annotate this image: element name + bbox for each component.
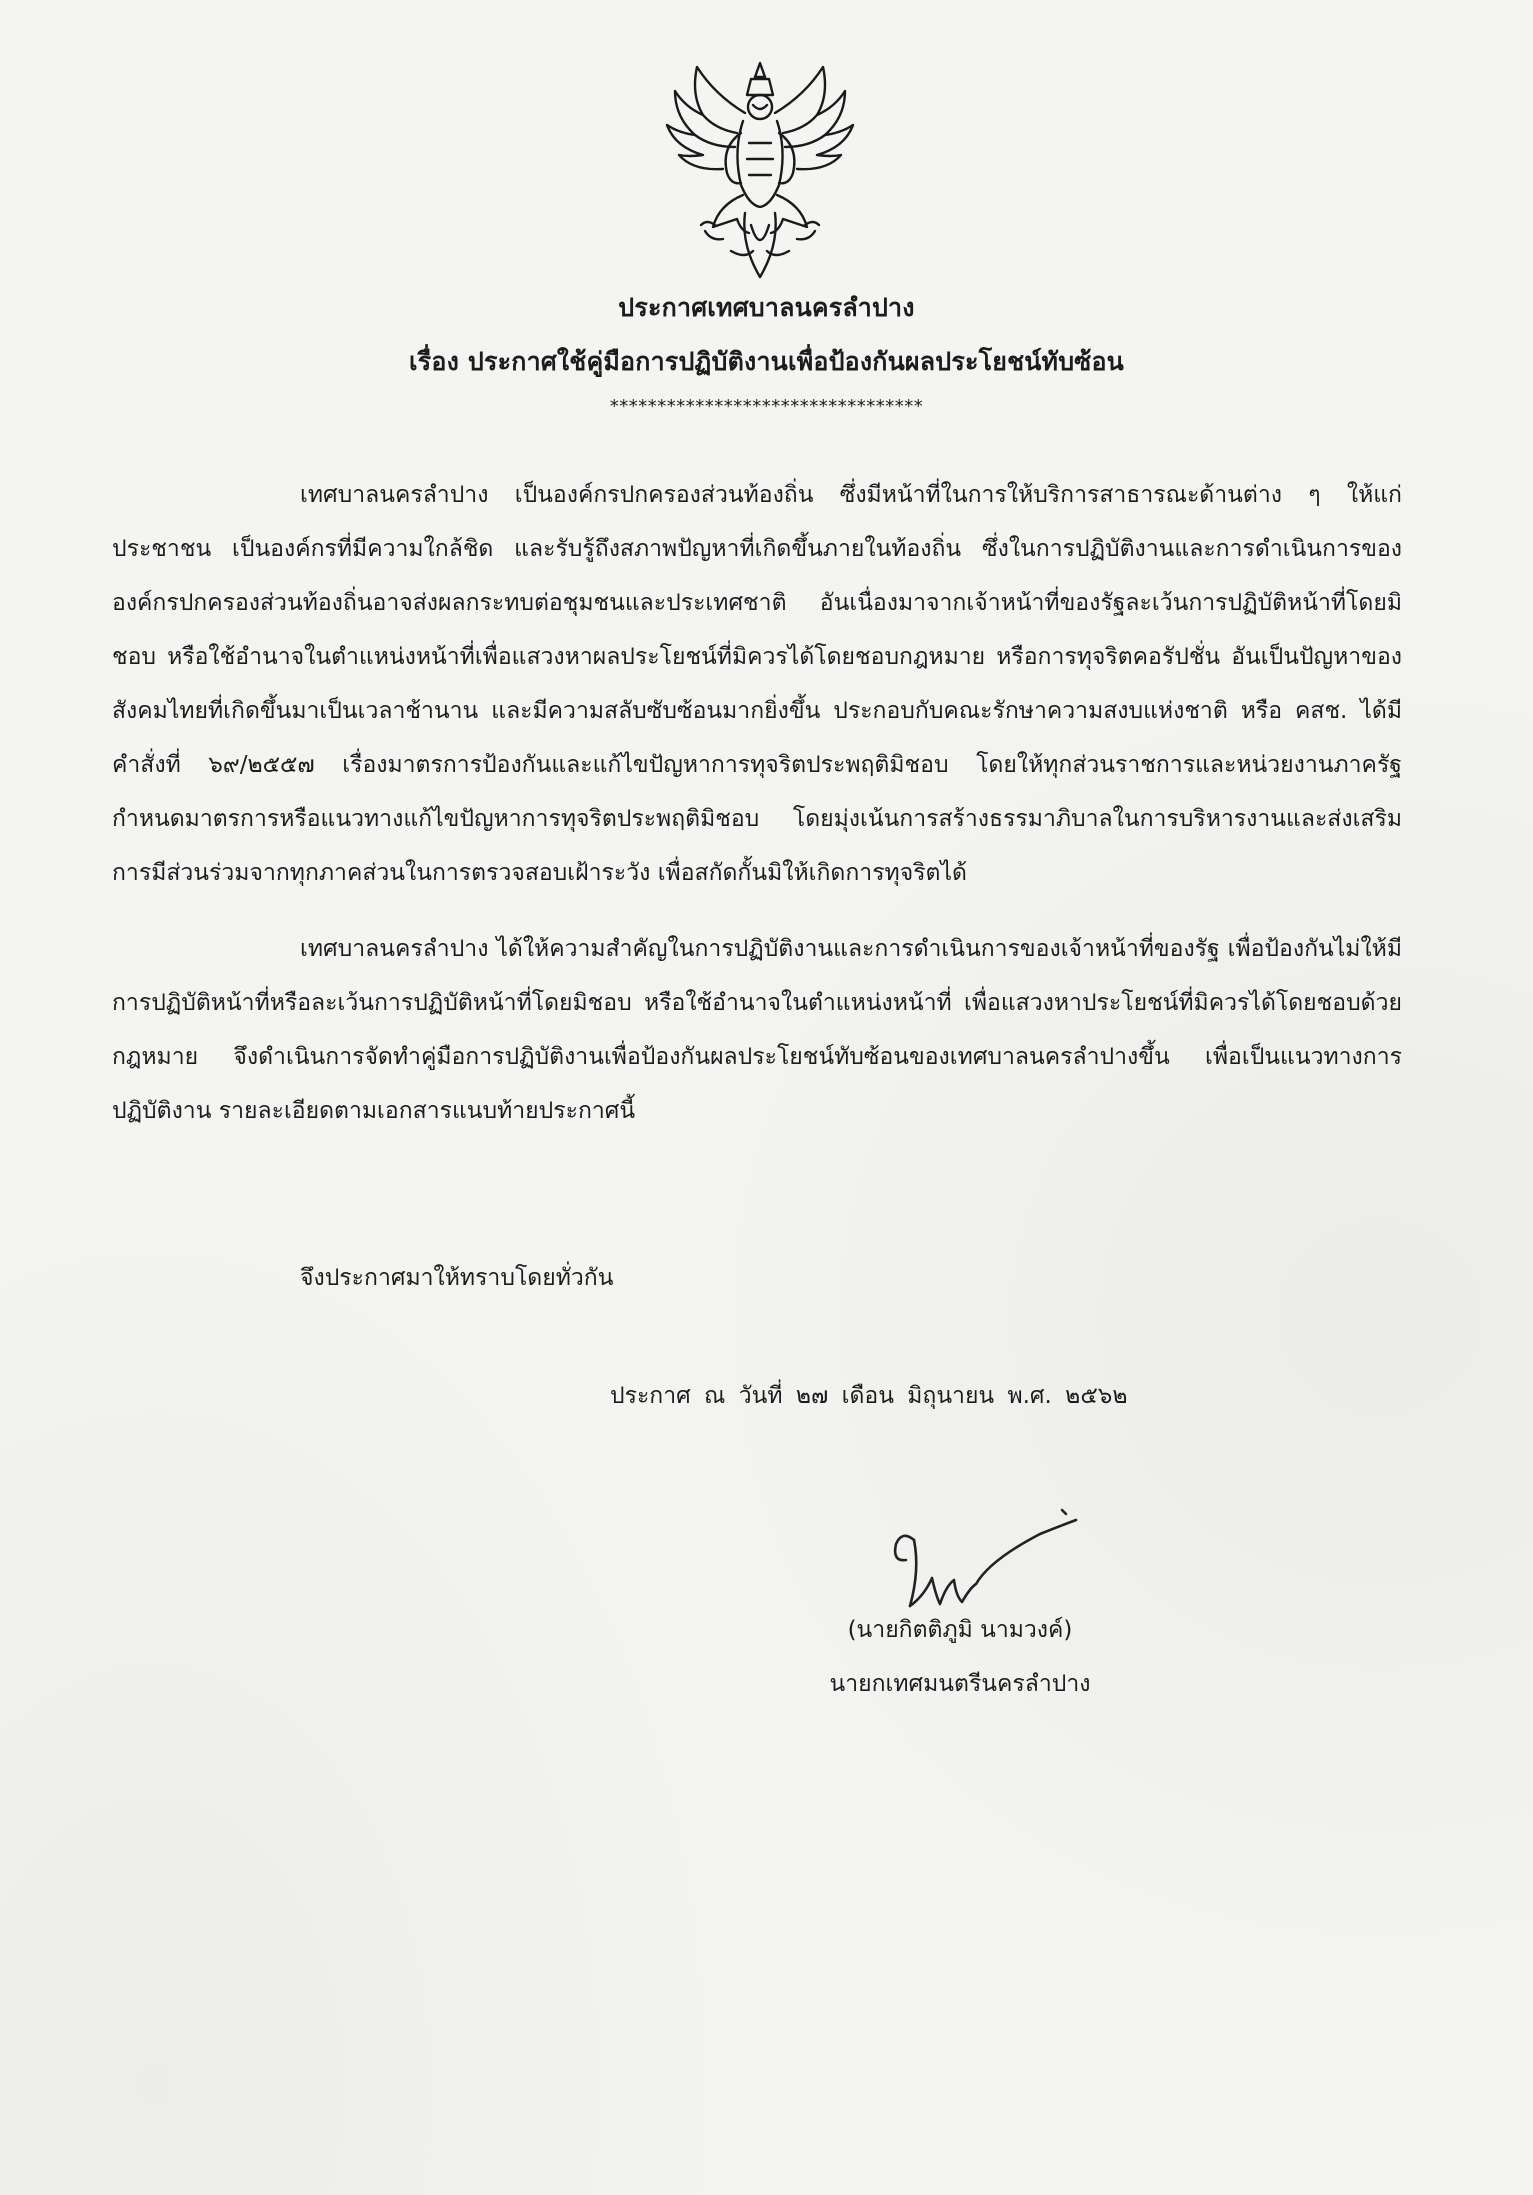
body-paragraph: เทศบาลนครลำปาง เป็นองค์กรปกครองส่วนท้องถิ่น ซึ่งมีหน้าที่ในการให้บริการสาธารณะด้านต่าง ๆ ให้แก่ประชาชน เป็นองค์กรที่มีความใกล้ชิด และรับรู้ถึงสภาพปัญหาที่เกิดขึ้นภายในท้องถิ่น ซึ่งในการปฏิบัติงานและการดำเนินการขององค์กรปกครองส่วนท้องถิ่นอาจส่งผลกระทบต่อชุมชนและประเทศชาติ อันเนื่องมาจากเจ้าหน้าที่ของรัฐละเว้นการปฏิบัติหน้าที่โดยมิชอบ หรือใช้อำนาจในตำแหน่งหน้าที่เพื่อแสวงหาผลประโยชน์ที่มิควรได้โดยชอบกฎหมาย หรือการทุจริตคอรัปชั่น อันเป็นปัญหาของสังคมไทยที่เกิดขึ้นมาเป็นเวลาช้านาน และมีความสลับซับซ้อนมากยิ่งขึ้น ประกอบกับคณะรักษาความสงบแห่งชาติ หรือ คสช. ได้มีคำสั่งที่ ๖๙/๒๕๕๗ เรื่องมาตรการป้องกันและแก้ไขปัญหาการทุจริตประพฤติมิชอบ โดยให้ทุกส่วนราชการและหน่วยงานภาครัฐ กำหนดมาตรการหรือแนวทางแก้ไขปัญหาการทุจริตประพฤติมิชอบ โดยมุ่งเน้นการสร้างธรรมาภิบาลในการบริหารงานและส่งเสริมการมีส่วนร่วมจากทุกภาคส่วนในการตรวจสอบเฝ้าระวัง เพื่อสกัดกั้นมิให้เกิดการทุจริตได้ (112, 482, 1402, 886)
document-subject: เรื่อง ประกาศใช้คู่มือการปฏิบัติงานเพื่อป้องกันผลประโยชน์ทับซ้อน (409, 347, 1124, 376)
body-paragraph: เทศบาลนครลำปาง ได้ให้ความสำคัญในการปฏิบัติงานและการดำเนินการของเจ้าหน้าที่ของรัฐ เพื่อป้องกันไม่ให้มีการปฏิบัติหน้าที่หรือละเว้นการปฏิบัติหน้าที่โดยมิชอบ หรือใช้อำนาจในตำแหน่งหน้าที่ เพื่อแสวงหาประโยชน์ที่มิควรได้โดยชอบด้วยกฎหมาย จึงดำเนินการจัดทำคู่มือการปฏิบัติงานเพื่อป้องกันผลประโยชน์ทับซ้อนของเทศบาลนครลำปางขึ้น เพื่อเป็นแนวทางการปฏิบัติงาน รายละเอียดตามเอกสารแนบท้ายประกาศนี้ (112, 936, 1402, 1124)
signatory-name: (นายกิตติภูมิ นามวงค์) (847, 1617, 1073, 1643)
title-separator: ********************************* (609, 396, 924, 417)
garuda-emblem-icon (645, 55, 875, 285)
document-body (112, 468, 1402, 1138)
closing-statement: จึงประกาศมาให้ทราบโดยทั่วกัน (300, 1265, 614, 1291)
document-title: ประกาศเทศบาลนครลำปาง (618, 293, 915, 322)
handwritten-signature (880, 1500, 1090, 1620)
announcement-date: ประกาศ ณ วันที่ ๒๗ เดือน มิถุนายน พ.ศ. ๒๕๖๒ (610, 1383, 1128, 1409)
signatory-position: นายกเทศมนตรีนครลำปาง (829, 1671, 1091, 1697)
